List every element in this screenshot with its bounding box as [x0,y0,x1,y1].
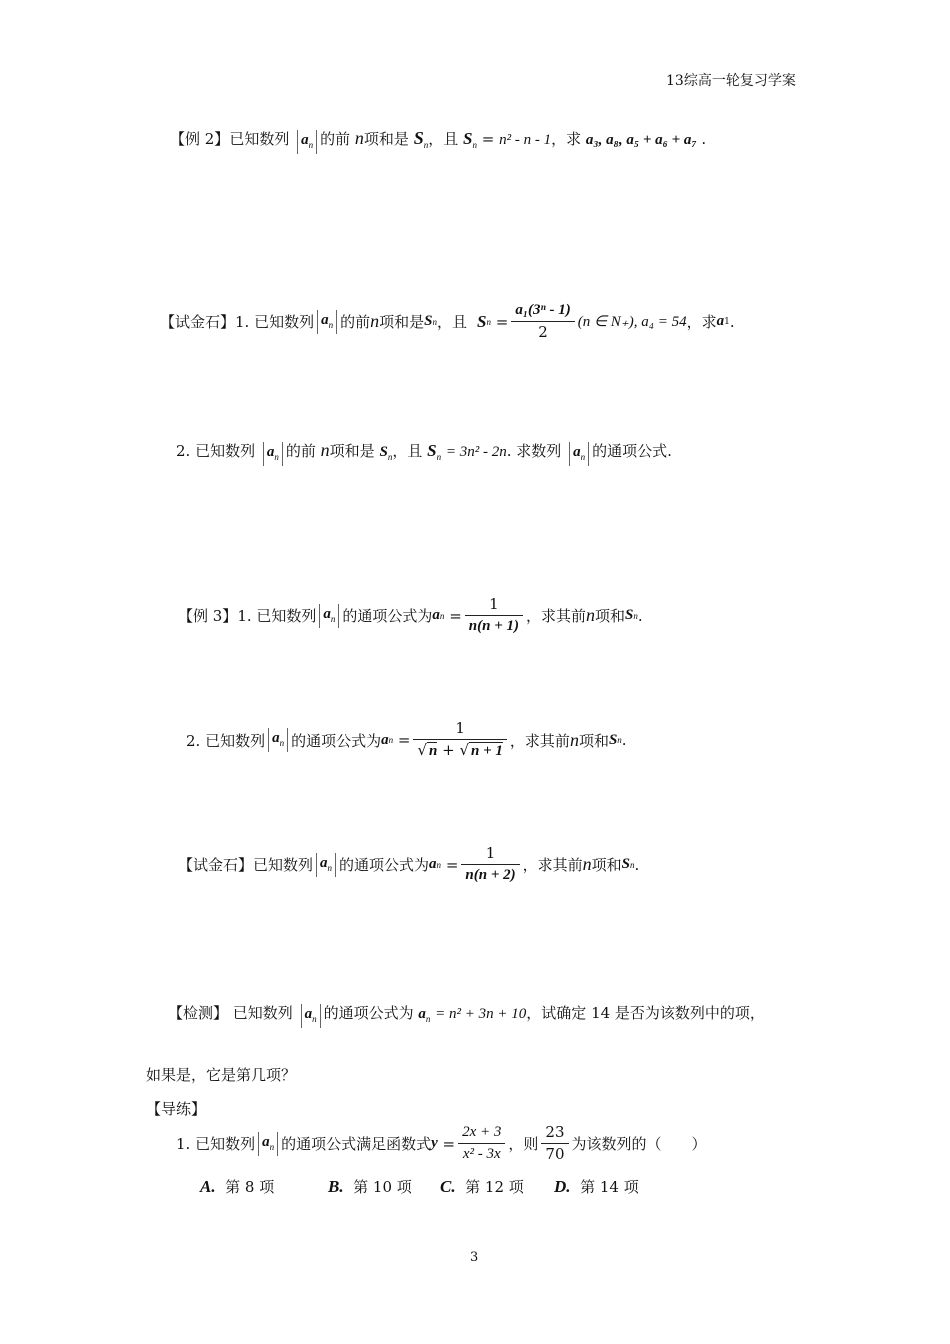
option-c[interactable]: C. 第 12 项 [440,1177,524,1196]
tryit-1-q1-mid3: ，且 [436,313,467,331]
check-mid: 的通项公式为 [323,1004,414,1022]
tryit-1-q1-mid1: 的前 [340,313,371,331]
option-a[interactable]: A. 第 8 项 [200,1177,275,1196]
sequence-symbol: $a_n$ [258,1132,278,1156]
sequence-symbol: $a_n$ [268,728,288,752]
fraction-numerator: a₁(3ⁿ - 1) [511,302,574,322]
tryit-1-q2-mid2: 项和是 [329,442,375,460]
sequence-symbol: $a_n$ [297,130,317,154]
example-3-q1-prefix: 1. 已知数列 [237,607,317,625]
tryit-1-q2-mid3: ，且 [392,442,423,460]
guide-q1-text: 的通项公式满足函数式 [281,1135,432,1153]
fraction-numerator: 1 [465,596,523,616]
fraction-numerator: 1 [461,845,519,865]
fraction-denominator: x² - 3x [462,1146,501,1162]
check-suffix: ，试确定 14 是否为该数列中的项， [526,1004,765,1022]
tryit-1-q2: 2. 已知数列 $a_n$ 的前 n项和是 $S_n$，且 $S_n = 3n^2 - 2n$. 求数列 $a_n$ 的通项公式. [176,440,672,466]
example-2-line: 【例 2】已知数列 $a_n$ 的前 n项和是 $S_n$，且 $S_n = n^2 - n - 1$，求 a₃, a₈, a₅ + a₆ + a₇ . [170,128,706,154]
tryit-2-end: 项和 [591,856,622,874]
sqrt-term-a: n [429,743,438,759]
guide-q1-value-fraction [541,1124,568,1163]
sequence-symbol: $a_n$ [316,853,336,877]
fraction-denominator: 2 [538,323,548,341]
sequence-symbol: $a_n$ [317,310,337,334]
guide-q1-function-fraction [458,1124,505,1163]
check-formula: = n² + 3n + 10 [435,1006,527,1022]
tryit-1-q1-mid2: 项和是 [379,313,425,331]
example-3-q2-end: 项和 [578,731,609,750]
fraction-denominator: n(n + 2) [465,867,516,883]
guide-label: 【导练】 [146,1100,207,1118]
sequence-symbol: $a_n$ [263,442,283,466]
sqrt-term-b: n + 1 [471,743,503,759]
sequence-symbol: $a_n$ [301,1004,321,1028]
tryit-1-q1-condition: (n ∈ N₊), a₄ = 54 [577,314,687,330]
example-3-q2-text: 的通项公式为 [291,731,382,750]
check-label: 【检测】 [168,1004,229,1022]
example-3-q2-prefix: 2. 已知数列 [186,731,266,750]
tryit-1-q1-fraction [511,302,574,341]
tryit-1-q1-prefix: 1. 已知数列 [235,313,315,331]
example-2-mid4: ，求 [551,130,582,148]
guide-q1-mid: ，则 [508,1135,539,1153]
example-3-q1-end: 项和 [595,607,626,625]
tryit-1-q2-formula: = 3n² - 2n [445,444,507,460]
page-header: 13综高一轮复习学案 [666,73,796,89]
tryit-1-q2-suffix: . 求数列 [506,442,562,460]
tryit-1-q2-mid1: 的前 [285,442,316,460]
example-2-target: a₃, a₈, a₅ + a₆ + a₇ [585,132,697,148]
tryit-1-label: 【试金石】 [160,313,236,331]
example-3-q1-fraction [465,596,523,635]
example-3-label: 【例 3】 [178,607,238,625]
fraction-numerator: 2x + 3 [458,1124,505,1144]
tryit-2: 【试金石】 已知数列 $a_n$ 的通项公式为 a n = $\frac{1}{n(n + 2)}$ ，求其前 n 项和 S n . [178,844,640,883]
fraction-denominator: 70 [545,1145,565,1163]
example-3-q1-text: 的通项公式为 [342,607,433,625]
example-3-q2-suffix: ，求其前 [509,731,570,750]
tryit-2-mid: 的通项公式为 [339,856,430,874]
example-3-q2: 2. 已知数列 $a_n$ 的通项公式为 a n = $\frac{1}{√ n + √ n + 1}$ ，求其前 n 项和 S n . [186,719,627,759]
option-b[interactable]: B. 第 10 项 [328,1177,412,1196]
example-2-label: 【例 2】 [170,130,230,148]
tryit-1-q2-end: 的通项公式. [592,442,672,460]
guide-q1-prefix: 1. 已知数列 [176,1135,256,1153]
tryit-1-q1: 【试金石】 1. 已知数列 $a_n$ 的前 n 项和是 S n ，且 S n = $\frac{\text{a₁(3ⁿ - 1)}}{2}$ (n ∈ N₊), a₄ = 54 ，求 a 1 . [160,302,735,341]
option-d[interactable]: D. 第 14 项 [554,1177,639,1196]
tryit-2-label: 【试金石】 [178,856,254,874]
tryit-1-q1-mid4: ，求 [686,313,717,331]
example-3-q2-fraction: $\frac{1}{√ n + √ n + 1}$ [413,720,506,760]
check-text: 已知数列 [232,1004,293,1022]
example-2-formula-block: $S_n = n^2 - n - 1$ [463,129,552,150]
example-3-q1: 【例 3】 1. 已知数列 $a_n$ 的通项公式为 a n = $\frac{1}{n(n + 1)}$ ，求其前 n 项和 S n . [178,595,643,634]
tryit-2-suffix: ，求其前 [522,856,583,874]
example-2-mid1: 的前 [320,130,351,148]
page-number: 3 [470,1250,479,1265]
example-2-mid2: 项和是 [363,130,409,148]
guide-q1: 1. 已知数列 $a_n$ 的通项公式满足函数式 y = $\frac{2x + 3}{\text{x² - 3x}}$ ，则 $\frac{23}{70}$ 为该数列的（ ） [176,1123,707,1163]
sequence-symbol: $a_n$ [319,604,339,628]
example-2-text: 已知数列 [229,130,290,148]
fraction-numerator: 23 [541,1124,568,1144]
guide-q1-end: 为该数列的（ ） [571,1135,707,1153]
example-3-q1-suffix: ，求其前 [526,607,587,625]
fraction-numerator: 1 [413,720,506,740]
tryit-2-text: 已知数列 [253,856,314,874]
example-2-formula: n² - n - 1 [499,132,552,148]
sequence-symbol: $a_n$ [569,442,589,466]
fraction-denominator: n(n + 1) [468,618,519,634]
check-line-2: 如果是，它是第几项？ [146,1066,297,1084]
tryit-2-fraction [461,845,519,884]
tryit-1-q2-prefix: 2. 已知数列 [176,442,256,460]
example-2-mid3: ，且 [428,130,459,148]
check-line-1: 【检测】 已知数列 $a_n$ 的通项公式为 $a_n = n^2 + 3n + 10$，试确定 14 是否为该数列中的项， [168,1002,765,1028]
